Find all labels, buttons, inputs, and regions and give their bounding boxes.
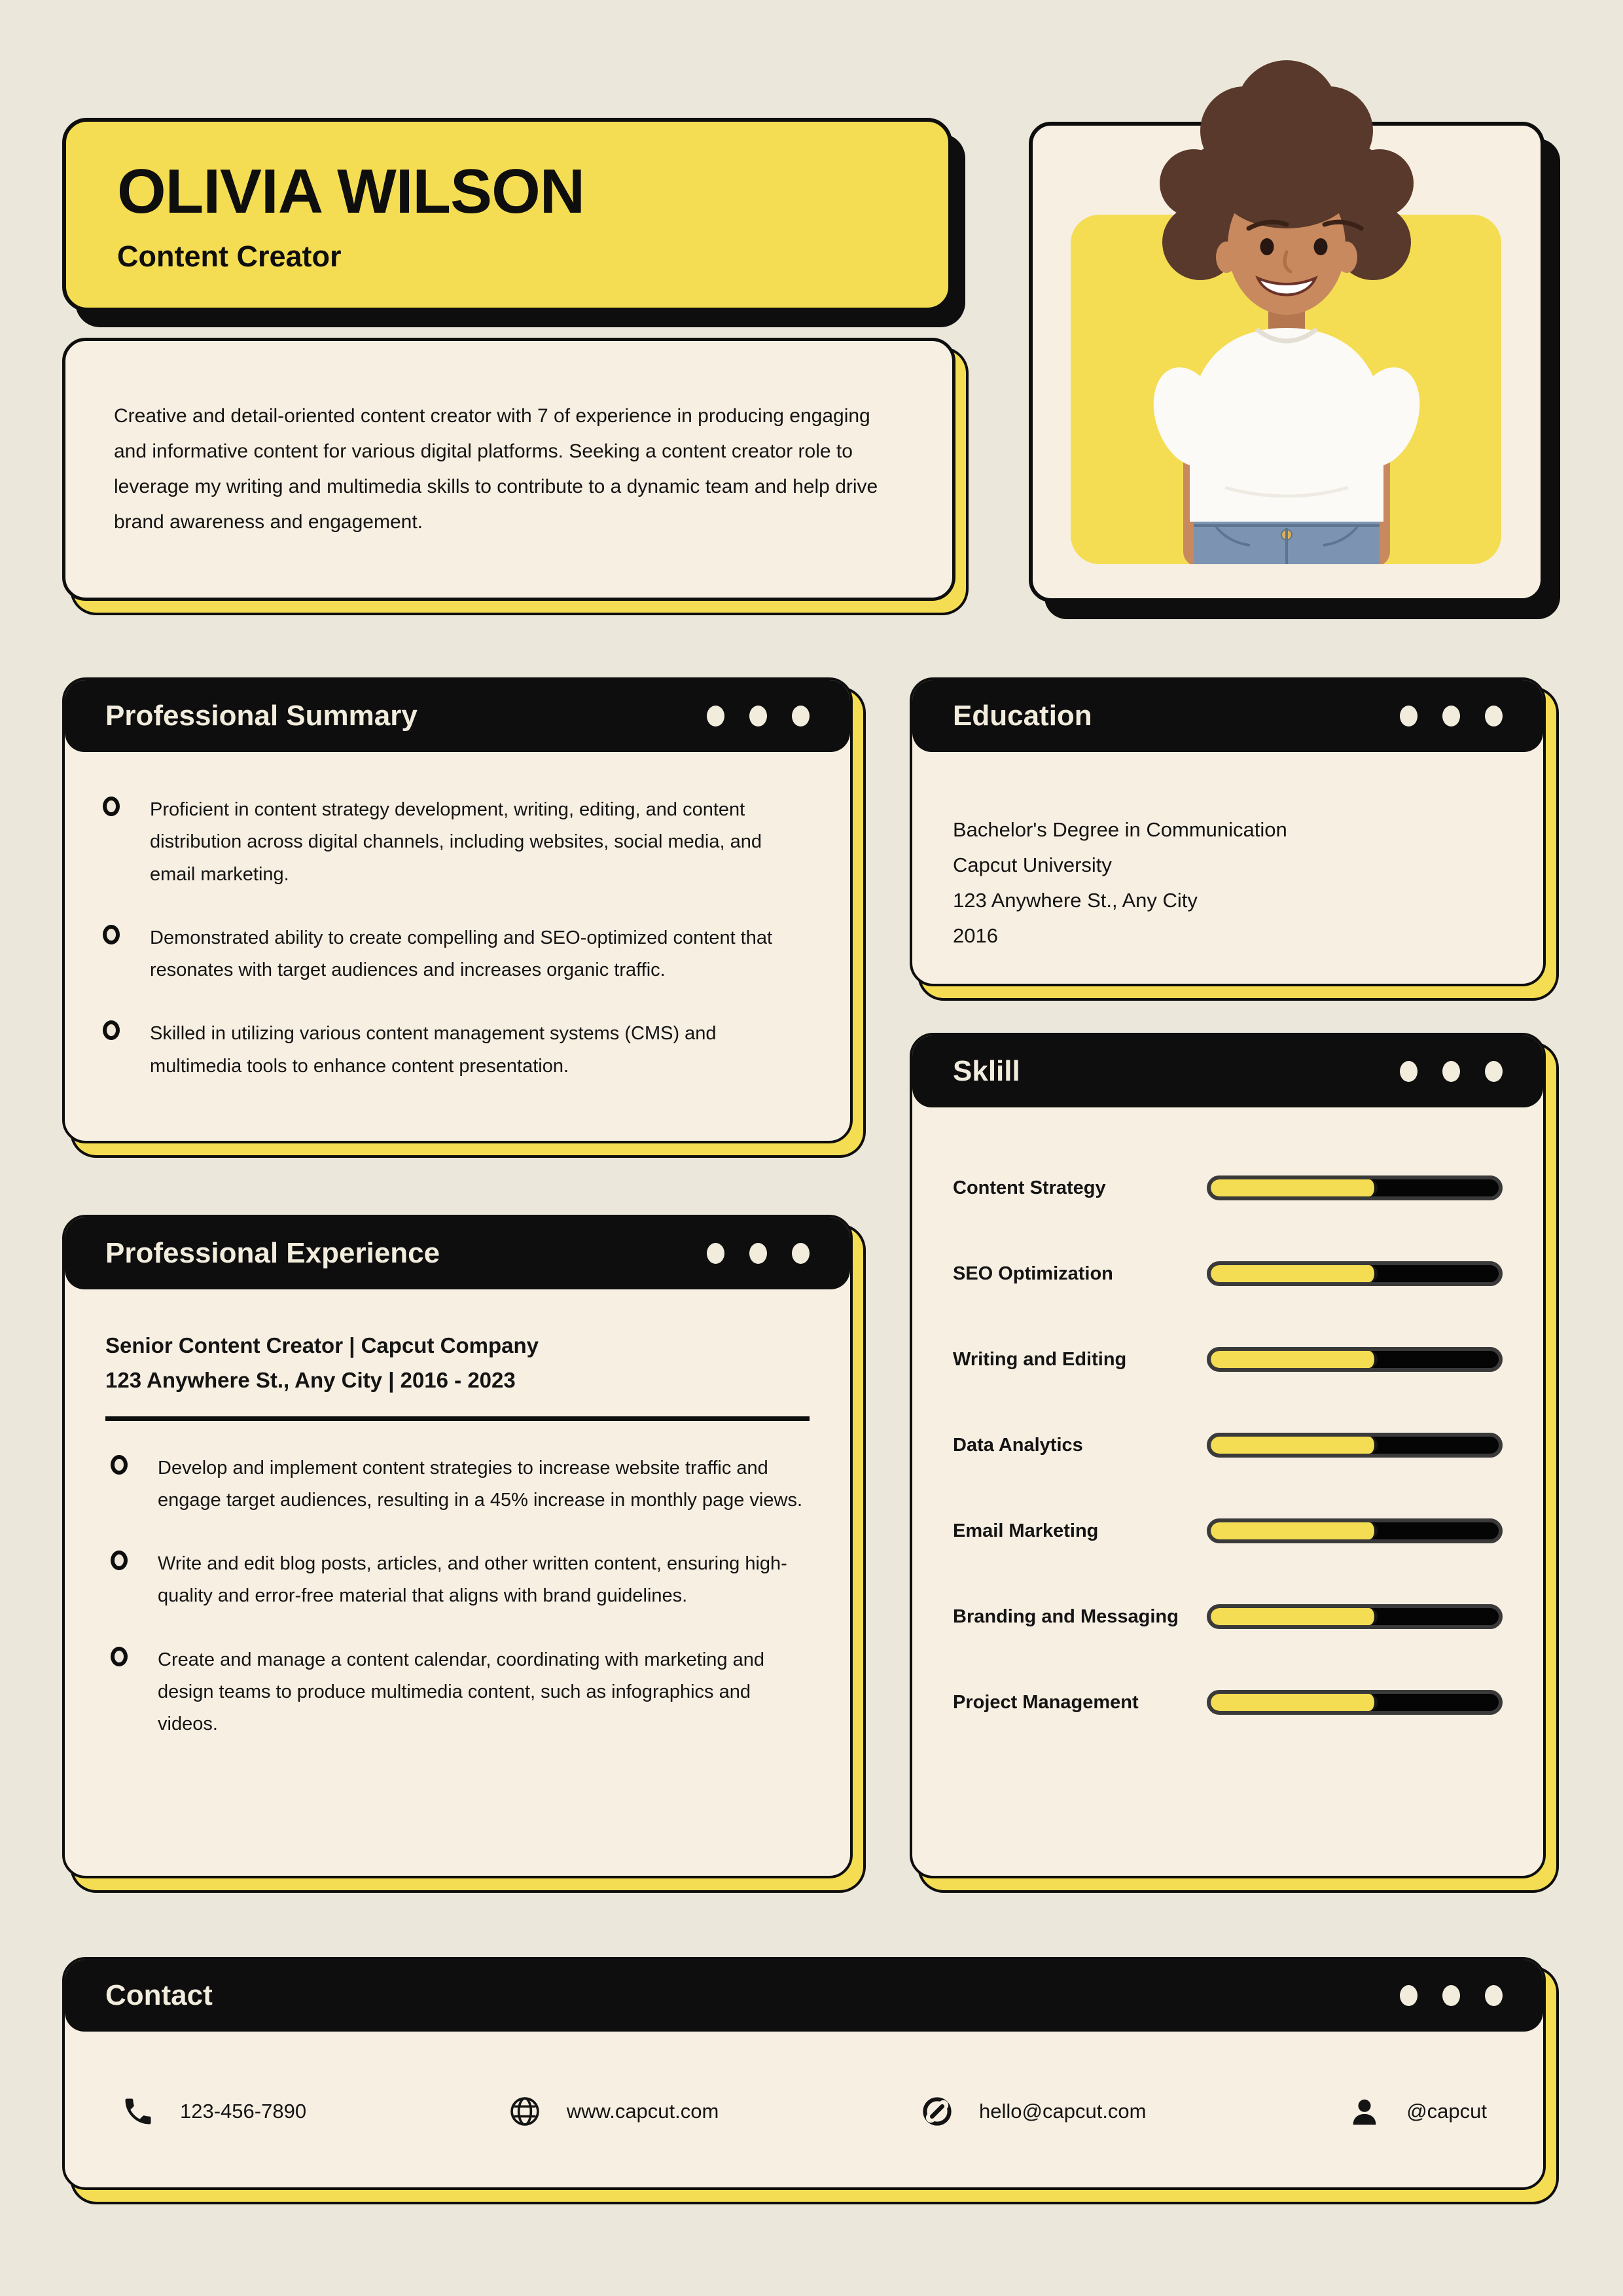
window-dot-icon	[749, 1243, 767, 1264]
name-header-card	[62, 118, 952, 312]
skill-row	[953, 1261, 1503, 1286]
skill-bar-fill	[1211, 1265, 1378, 1282]
profile-photo-card	[1029, 122, 1544, 602]
section-title: Education	[953, 700, 1092, 732]
skill-bar-fill	[1211, 1522, 1378, 1539]
person-icon	[1347, 2094, 1382, 2128]
summary-bullet-list	[65, 752, 850, 1083]
list-item	[103, 922, 812, 987]
professional-summary-card	[62, 677, 853, 1143]
experience-bullet-list	[105, 1421, 810, 1741]
bullet-ring-icon	[103, 1020, 120, 1040]
window-dot-icon	[1485, 1061, 1503, 1082]
skill-bar	[1207, 1690, 1503, 1715]
list-item	[103, 794, 812, 891]
window-dot-icon	[1442, 706, 1460, 726]
skills-card	[910, 1033, 1546, 1878]
professional-summary-header	[65, 680, 850, 752]
contact-row	[65, 2032, 1543, 2190]
contact-social	[1347, 2094, 1487, 2128]
education-degree: Bachelor's Degree in Communication	[953, 818, 1287, 841]
globe-icon	[508, 2094, 542, 2128]
skill-bar	[1207, 1175, 1503, 1200]
window-dot-icon	[749, 706, 767, 726]
professional-experience-header	[65, 1217, 850, 1289]
bullet-text: Skilled in utilizing various content management systems (CMS) and multimedia tools to enhance content presentation.	[150, 1023, 717, 1077]
experience-role: Senior Content Creator | Capcut Company	[105, 1333, 539, 1357]
intro-card	[62, 338, 955, 601]
phone-number[interactable]: 123-456-7890	[180, 2100, 307, 2123]
skill-bar	[1207, 1433, 1503, 1458]
skill-label: SEO Optimization	[953, 1263, 1113, 1284]
education-card	[910, 677, 1546, 986]
education-school: Capcut University	[953, 853, 1112, 876]
skill-row	[953, 1518, 1503, 1543]
window-dot-icon	[1400, 1061, 1418, 1082]
window-dot-icon	[1485, 706, 1503, 726]
list-item	[111, 1452, 810, 1517]
window-dots	[707, 706, 810, 726]
skill-bar-fill	[1211, 1608, 1378, 1625]
section-title: Professional Experience	[105, 1237, 440, 1269]
window-dot-icon	[1485, 1985, 1503, 2006]
bullet-text: Create and manage a content calendar, coordinating with marketing and design teams to produce multimedia content, such as infographics and videos.	[158, 1649, 764, 1735]
education-details	[912, 752, 1543, 954]
window-dots	[707, 1243, 810, 1264]
skill-bar-fill	[1211, 1437, 1378, 1454]
skill-row	[953, 1433, 1503, 1458]
window-dots	[1400, 1985, 1503, 2006]
contact-phone	[121, 2094, 306, 2128]
skill-bar-fill	[1211, 1179, 1378, 1196]
skill-bar	[1207, 1261, 1503, 1286]
contact-website	[508, 2094, 719, 2128]
bullet-ring-icon	[103, 797, 120, 816]
experience-details	[65, 1289, 850, 1741]
window-dot-icon	[707, 1243, 724, 1264]
skill-row	[953, 1347, 1503, 1372]
professional-experience-card	[62, 1215, 853, 1878]
list-item	[111, 1548, 810, 1613]
list-item	[111, 1644, 810, 1741]
profile-photo	[1029, 29, 1544, 605]
skill-bar	[1207, 1518, 1503, 1543]
bullet-ring-icon	[111, 1647, 128, 1666]
skill-label: Writing and Editing	[953, 1348, 1127, 1370]
section-title: Contact	[105, 1979, 213, 2011]
skill-bar-fill	[1211, 1694, 1378, 1711]
person-job-title: Content Creator	[117, 240, 342, 273]
contact-header	[65, 1960, 1543, 2032]
window-dots	[1400, 706, 1503, 726]
bullet-ring-icon	[103, 925, 120, 944]
social-handle[interactable]: @capcut	[1406, 2100, 1487, 2123]
bullet-ring-icon	[111, 1455, 128, 1475]
email-address[interactable]: hello@capcut.com	[979, 2100, 1147, 2123]
skills-list	[912, 1107, 1543, 1715]
skill-row	[953, 1175, 1503, 1200]
intro-text: Creative and detail-oriented content creator with 7 of experience in producing engaging and informative content for various digital platforms. Seeking a content creator role to leverage my writing and multimedia skills to contribute to a dynamic team and help drive brand awareness and engagement.	[114, 405, 878, 533]
person-name: OLIVIA WILSON	[117, 156, 585, 226]
phone-icon	[121, 2094, 155, 2128]
skill-bar	[1207, 1347, 1503, 1372]
skill-label: Data Analytics	[953, 1434, 1083, 1456]
window-dot-icon	[792, 706, 810, 726]
bullet-text: Develop and implement content strategies to increase website traffic and engage target audiences, resulting in a 45% increase in monthly page views.	[158, 1457, 802, 1511]
skill-bar-fill	[1211, 1351, 1378, 1368]
window-dot-icon	[1442, 1985, 1460, 2006]
skills-header	[912, 1035, 1543, 1107]
experience-location-dates: 123 Anywhere St., Any City | 2016 - 2023	[105, 1367, 516, 1392]
contact-email	[920, 2094, 1146, 2128]
skill-row	[953, 1690, 1503, 1715]
window-dot-icon	[707, 706, 724, 726]
skill-label: Email Marketing	[953, 1520, 1099, 1541]
bullet-text: Write and edit blog posts, articles, and other written content, ensuring high-quality and error-free material that aligns with brand guidelines.	[158, 1553, 787, 1607]
window-dot-icon	[1400, 706, 1418, 726]
window-dot-icon	[792, 1243, 810, 1264]
window-dot-icon	[1442, 1061, 1460, 1082]
section-title: Sklill	[953, 1055, 1020, 1087]
education-address: 123 Anywhere St., Any City	[953, 888, 1198, 912]
education-header	[912, 680, 1543, 752]
bullet-text: Demonstrated ability to create compelling and SEO-optimized content that resonates with target audiences and increases organic traffic.	[150, 927, 773, 981]
divider	[105, 1416, 810, 1421]
contact-card	[62, 1957, 1546, 2190]
skill-label: Branding and Messaging	[953, 1605, 1179, 1627]
skill-bar	[1207, 1604, 1503, 1629]
skill-row	[953, 1604, 1503, 1629]
window-dot-icon	[1400, 1985, 1418, 2006]
bullet-text: Proficient in content strategy development, writing, editing, and content distribution across digital channels, including websites, social media, and email marketing.	[150, 799, 762, 885]
bullet-ring-icon	[111, 1551, 128, 1570]
skill-label: Project Management	[953, 1691, 1139, 1713]
website-url[interactable]: www.capcut.com	[566, 2100, 719, 2123]
link-icon	[920, 2094, 954, 2128]
window-dots	[1400, 1061, 1503, 1082]
list-item	[103, 1018, 812, 1083]
education-year: 2016	[953, 924, 998, 947]
skill-label: Content Strategy	[953, 1177, 1106, 1198]
section-title: Professional Summary	[105, 700, 418, 732]
